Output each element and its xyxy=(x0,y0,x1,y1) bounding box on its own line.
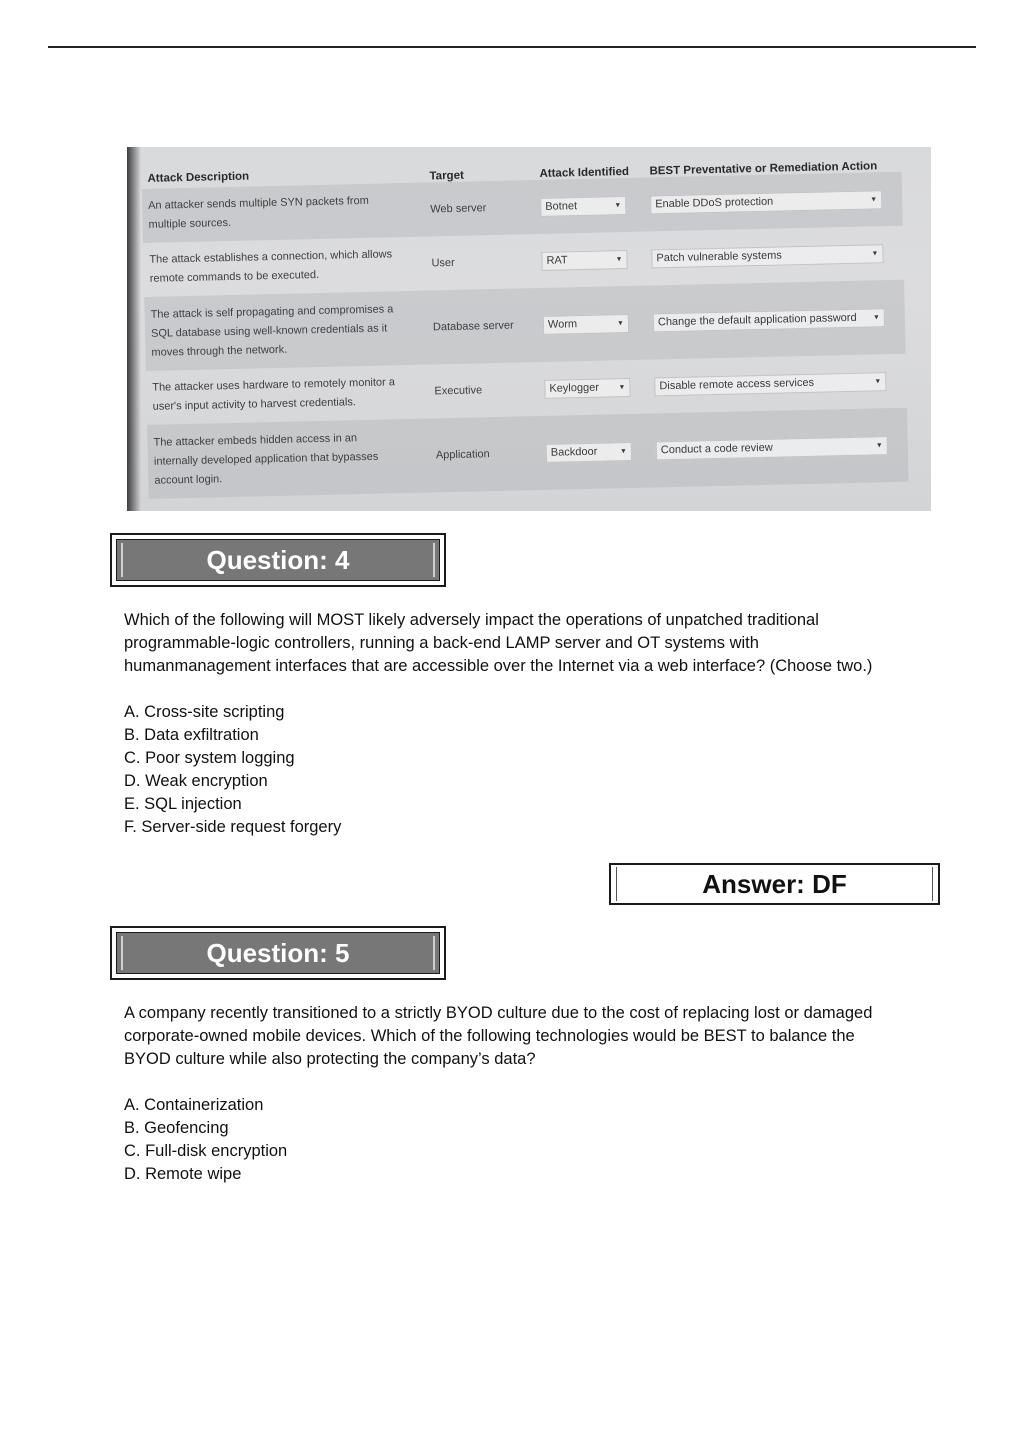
dropdown-caret-icon: ▼ xyxy=(615,255,623,263)
action-select[interactable] xyxy=(653,307,903,332)
row-target: Application xyxy=(435,448,490,462)
row-description xyxy=(142,190,431,235)
description-line: SQL database using well-known credentials as it xyxy=(150,321,388,340)
description-line: An attacker sends multiple SYN packets from xyxy=(148,194,369,212)
option-b: B. Geofencing xyxy=(124,1119,229,1137)
dropdown-caret-icon: ▼ xyxy=(872,313,880,321)
photo-edge-shadow xyxy=(127,147,141,511)
description-line: The attacker embeds hidden access in an xyxy=(153,431,358,449)
row-target: User xyxy=(431,256,455,270)
question-4-banner xyxy=(110,533,446,587)
dropdown-caret-icon: ▼ xyxy=(616,319,625,327)
question-text-line: corporate-owned mobile devices. Which of the following technologies would be BEST to balance the xyxy=(124,1027,855,1045)
answer-box xyxy=(609,863,940,905)
question-5-options xyxy=(124,1094,934,1186)
row-target: Database server xyxy=(432,319,514,334)
action-select-value: Disable remote access services xyxy=(659,376,815,393)
attack-select-value: RAT xyxy=(546,254,568,267)
option-d: D. Weak encryption xyxy=(124,772,268,790)
question-text-line: BYOD culture while also protecting the company’s data? xyxy=(124,1050,536,1068)
action-select-value: Enable DDoS protection xyxy=(655,195,774,211)
table-photo xyxy=(127,147,931,511)
question-4-title: Question: 4 xyxy=(121,543,435,577)
table-row xyxy=(147,408,908,499)
header-attack-description: Attack Description xyxy=(147,170,250,185)
attack-select[interactable] xyxy=(541,249,651,270)
action-select[interactable] xyxy=(650,189,900,214)
question-text-line: A company recently transitioned to a strictly BYOD culture due to the cost of replacing lost or damaged xyxy=(124,1004,873,1022)
row-description xyxy=(144,299,433,363)
option-b: B. Data exfiltration xyxy=(124,726,259,744)
photo-table xyxy=(141,147,909,499)
header-best-action: BEST Preventative or Remediation Action xyxy=(649,160,878,178)
attack-select[interactable] xyxy=(544,377,654,398)
question-text-line: programmable-logic controllers, running a back-end LAMP server and OT systems with xyxy=(124,634,759,652)
attack-select[interactable] xyxy=(540,195,650,216)
option-a: A. Cross-site scripting xyxy=(124,703,285,721)
answer-text: Answer: DF xyxy=(616,867,933,901)
row-target: Executive xyxy=(434,384,483,398)
action-select-value: Change the default application password xyxy=(657,311,857,329)
dropdown-caret-icon: ▼ xyxy=(874,377,882,385)
option-e: E. SQL injection xyxy=(124,795,242,813)
option-a: A. Containerization xyxy=(124,1096,264,1114)
row-target: Web server xyxy=(430,202,487,216)
row-description xyxy=(146,372,435,417)
attack-select-value: Worm xyxy=(547,318,578,331)
option-f: F. Server-side request forgery xyxy=(124,818,342,836)
banner-frame xyxy=(116,539,440,581)
option-d: D. Remote wipe xyxy=(124,1165,242,1183)
dropdown-caret-icon: ▼ xyxy=(619,447,627,455)
row-description xyxy=(143,244,432,289)
row-description xyxy=(147,427,436,491)
description-line: internally developed application that bypasses xyxy=(153,450,379,468)
description-line: account login. xyxy=(154,472,223,487)
option-c: C. Full-disk encryption xyxy=(124,1142,288,1160)
question-5-title: Question: 5 xyxy=(121,936,435,970)
description-line: user's input activity to harvest credentials. xyxy=(152,396,357,413)
dropdown-caret-icon: ▼ xyxy=(618,383,626,391)
banner-frame xyxy=(116,932,440,974)
attack-select[interactable] xyxy=(543,313,653,334)
top-rule xyxy=(48,46,976,48)
header-attack-identified: Attack Identified xyxy=(539,165,630,180)
dropdown-caret-icon: ▼ xyxy=(614,201,622,209)
dropdown-caret-icon: ▼ xyxy=(870,195,878,203)
attack-select-value: Botnet xyxy=(545,200,578,213)
description-line: remote commands to be executed. xyxy=(149,268,320,285)
attack-select[interactable] xyxy=(546,441,656,462)
question-5-banner xyxy=(110,926,446,980)
question-text-line: humanmanagement interfaces that are accessible over the Internet via a web interface? (Choose two.) xyxy=(124,657,873,675)
question-4-body xyxy=(124,609,934,839)
attack-select-value: Backdoor xyxy=(550,445,598,459)
attack-select-value: Keylogger xyxy=(549,381,600,395)
description-line: The attacker uses hardware to remotely monitor a xyxy=(152,376,396,394)
description-line: The attack establishes a connection, which allows xyxy=(149,248,393,266)
option-c: C. Poor system logging xyxy=(124,749,295,767)
dropdown-caret-icon: ▼ xyxy=(871,249,879,257)
action-select-value: Conduct a code review xyxy=(660,441,773,457)
description-line: moves through the network. xyxy=(151,343,288,359)
description-line: multiple sources. xyxy=(148,216,232,231)
dropdown-caret-icon: ▼ xyxy=(875,441,883,449)
header-target: Target xyxy=(429,169,464,183)
question-text-line: Which of the following will MOST likely adversely impact the operations of unpatched traditional xyxy=(124,611,819,629)
action-select-value: Patch vulnerable systems xyxy=(656,249,782,265)
description-line: The attack is self propagating and compromises a xyxy=(150,302,394,321)
action-select[interactable] xyxy=(651,243,901,268)
action-select[interactable] xyxy=(656,435,906,460)
action-select[interactable] xyxy=(654,371,904,396)
question-5-body xyxy=(124,1002,934,1186)
question-4-options xyxy=(124,701,934,839)
